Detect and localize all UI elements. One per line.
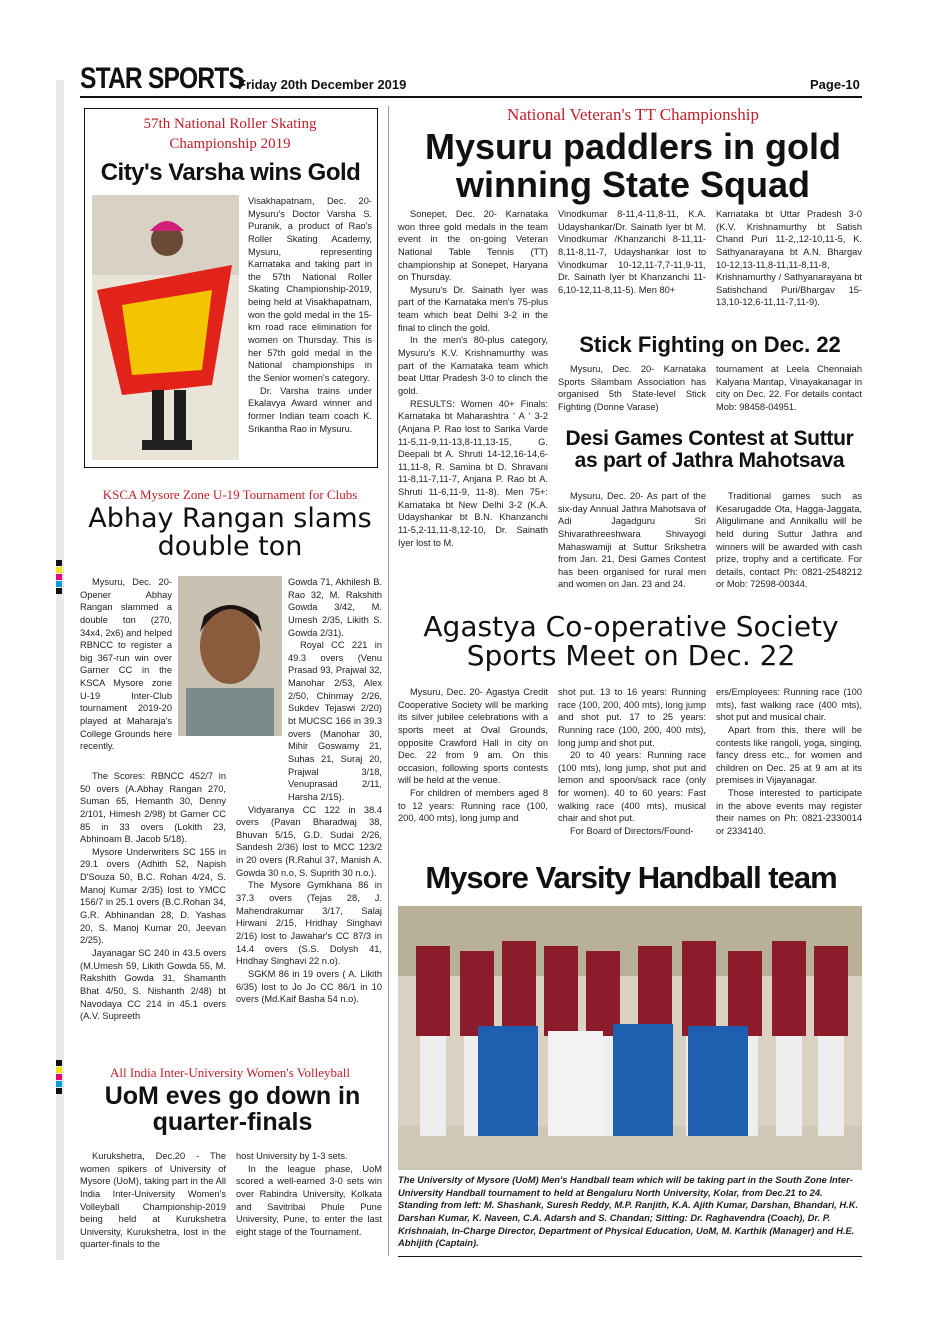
volley-paragraph-1: Kurukshetra, Dec.20 - The women spikers of University of Mysore (UoM), taking part in the All India Inter-University Women's Volleyball Championship-2019 being held at Kurukshetra University, Kurukshetra, lost in the quarter-finals to the: [80, 1151, 226, 1250]
skater-photo: [92, 195, 239, 460]
volley-headline: UoM eves go down in quarter-finals: [104, 1082, 361, 1137]
ksca-col1: [80, 770, 226, 1023]
header-rule: [80, 96, 862, 98]
tt-paragraph-1: Sonepet, Dec. 20- Karnataka won three gold medals in the team event in the on-going Veteran National Table Tennis (TT) championship at Sonepet, Haryana on Thursday.: [398, 209, 548, 283]
desi-headline: Desi Games Contest at Suttur as part of Jathra Mahotsava: [565, 427, 854, 473]
ksca-paragraph-7: SGKM 86 in 19 overs ( A. Likith 6/35) lost to Jo Jo CC 86/1 in 10 overs (Md.Kaif Basha 54 n.o).: [236, 968, 382, 1005]
stick-paragraph-1: Mysuru, Dec. 20- Karnataka Sports Silambam Association has organised 5th State-level Stick Fighting (Donne Varase): [558, 364, 706, 412]
registration-marks-bottom: [56, 1060, 62, 1095]
desi-col1: [558, 490, 706, 591]
handball-headline: Mysore Varsity Handball team: [425, 860, 837, 895]
ksca-paragraph-lead: Mysuru, Dec. 20- Opener Abhay Rangan slammed a double ton (270, 34x4, 2x6) and helped RBNCC to register a big 367-run win over Garner CC in the KSCA Mysore zone U-19 Inter-Club tournament 2019-20 played at Maharaja's College Grounds here recently.: [80, 577, 173, 752]
ksca-col2: [236, 576, 382, 1006]
skating-paragraph-2: Dr. Varsha trains under Ekalavya Award winner and former Indian team coach K. Srikantha Rao in Mysuru.: [248, 385, 372, 434]
masthead: STAR SPORTS: [80, 62, 245, 95]
tt-paragraph-3: In the men's 80-plus category, Mysuru's K.V. Krishnamurthy was part of the Karnataka team which beat Uttar Pradesh 3-0 to clinch the gold.: [398, 335, 548, 396]
tt-paragraph-2: Mysuru's Dr. Sainath Iyer was part of the Karnataka men's 75-plus team which beat Delhi 3-2 in the final to clinch the gold.: [398, 284, 548, 333]
desi-paragraph-1: Mysuru, Dec. 20- As part of the six-day Annual Jathra Mahotsava of Adi Jagadguru Sri Shivarathreeshwara Shivayogi Mahaswamiji at Suttur Srikshetra from Jan. 21, Desi Games Contest has been organised for rural men and women on Jan. 23 and 24.: [558, 491, 706, 590]
agastya-paragraph-5: For Board of Directors/Found-: [570, 826, 694, 837]
ksca-paragraph-5: Vidyaranya CC 122 in 38.4 overs (Pavan Bharadwaj 38, Bhuvan 5/15, G.D. Sudai 2/26, Sandesh 2/36) lost to MCC 123/2 in 20 overs (R.Rahul 37, Manish A. Gowda 30 n.o, S. Suprith 30 n.o.).: [236, 804, 382, 878]
agastya-paragraph-1: Mysuru, Dec. 20- Agastya Credit Cooperative Society will be marking its silver jubilee celebrations with a sports meet at Oval Grounds, opposite Crawford Hall in city on Dec. 22 from 9 am. On this occasion, following sports contests will be held at the venue.: [398, 687, 548, 786]
ksca-paragraph-6: The Mysore Gymkhana 86 in 37.3 overs (Tejas 28, J. Mahendrakumar 3/17, Salaj Hirwani 2/15, Hridhay Singhavi 2/16) lost to Jawahar's CC 87/3 in 14.4 overs (S.S. Dolysh 41, Hridhay Singhavi 22 n.o).: [236, 880, 382, 967]
ksca-col2-text: Gowda 71, Akhilesh B. Rao 32, M. Rakshith Gowda 3/42, M. Umesh 2/35, Likith S. Gowda 2/31).: [288, 577, 382, 638]
agastya-paragraph-7: Apart from this, there will be contests like rangoli, yoga, singing, fancy dress etc., for women and children on Dec. 25 at 9 am at its premises in Vijayanagar.: [716, 724, 862, 786]
desi-col2: [716, 490, 862, 591]
page-number: Page-10: [810, 77, 860, 92]
tt-results: RESULTS: Women 40+ Finals: Karnataka bt Maharashtra ' A ' 3-2 (Anjana P. Rao lost to Sarika Varde 11-5,11-9,11-13,8-11,13-15, G. Deepali bt A. Shruti 14-12,16-14,6-11,11-8, R. Samina bt D. Shravani 11-8,11-7,11-7, Anjana P. Rao bt A. Shruti 11-6,11-9, 11-8). Men 75+: Karnataka bt New Delhi 3-2 (K.A. Udayshankar bt B.N. Khanzanchi 11-5,2-11,11-8,12-10, Dr. Sainath Iyer lost to M.: [398, 398, 548, 548]
agastya-paragraph-6: ers/Employees: Running race (100 mts), fast walking race (400 mts), shot put and musical chair.: [716, 687, 862, 723]
tt-kicker: National Veteran's TT Championship: [507, 105, 759, 124]
ksca-headline: Abhay Rangan slams double ton: [88, 503, 372, 563]
handball-caption: The University of Mysore (UoM) Men's Handball team which will be taking part in the South Zone Inter-University Handball tournament to held at Bengaluru North University, Kolar, from Dec.21 to 24. Standing from left: M. Shashank, Suresh Reddy, M.P. Ranjith, K.A. Ajith Kumar, Darshan, Bhandari, H.K. Darshan Kumar, K. Naveen, C.A. Adarsh and S. Chandan; Sitting: Dr. Raghavendra (Coach), Dr. P. Krishnaiah, In-Charge Director, Department of Physical Education, UoM, M. Karthik (Manager) and H.E. Abhijith (Captain).: [398, 1174, 859, 1249]
skating-body: [248, 195, 372, 435]
agastya-col2: [558, 686, 706, 838]
volley-col2: [236, 1150, 382, 1238]
agastya-paragraph-8: Those interested to participate in the above events may register their names on Ph: 0821-2330014 or 2334140.: [716, 788, 862, 837]
skating-kicker: 57th National Roller Skating Championship 2019: [143, 116, 317, 152]
agastya-paragraph-2: For children of members aged 8 to 12 years: Running race (100, 200, 400 mts), long jump and: [398, 788, 548, 824]
agastya-paragraph-3: shot put. 13 to 16 years: Running race (100, 200, 400 mts), long jump and shot put. 17 to 25 years: Running race (100, 200, 400 mts), long jump and shot put.: [558, 687, 706, 748]
tt-col2-text: Vinodkumar 8-11,4-11,8-11, K.A. Udayshankar/Dr. Sainath Iyer bt M. Vinodkumar /Khanzanchi 8-11,11-8,11-8,11-7, Udayshankar lost to Vinodkumar 10-12,11-7,7-11,9-11, Dr. Sainath Iyer bt Khanzanchi 11-6,10-12,11-8,11-5). Men 80+: [558, 209, 706, 295]
ksca-lead: [80, 576, 172, 753]
stick-paragraph-2: tournament at Leela Chennaiah Kalyana Mantap, Vinayakanagar in city on Dec. 22. For details contact Mob: 98458-04951.: [716, 364, 862, 412]
agastya-col1: [398, 686, 548, 825]
ksca-kicker: KSCA Mysore Zone U-19 Tournament for Clubs: [102, 487, 358, 502]
issue-date: Friday 20th December 2019: [238, 77, 407, 92]
ksca-paragraph-2: Mysore Underwriters SC 155 in 29.1 overs (Adhith 52, Napish D'Souza 50, B.C. Rohan 4/24, S. Manoj Kumar 2/35) lost to YMCC 156/7 in 25.1 overs (B.C.Rohan 34, G.R. Abhinandan 28, D. Yashas 20, S. Manoj Kumar 20, Jeevan 2/25).: [80, 846, 226, 946]
desi-paragraph-2: Traditional games such as Kesarugadde Ota, Hagga-Jaggata, Aligulimane and Annikallu will be held during Suttur Jathra and winners will be awarded with cash prize, trophy and a certificate. For details, contact Ph: 0821-2548212 or Mob: 72598-00344.: [716, 491, 862, 590]
skating-headline: City's Varsha wins Gold: [100, 159, 361, 186]
tt-col1: [398, 208, 548, 549]
volley-kicker: All India Inter-University Women's Volleyball: [109, 1065, 351, 1080]
tt-col3: [716, 208, 862, 309]
stick-col1: [558, 363, 706, 414]
ksca-scores: The Scores: RBNCC 452/7 in 50 overs (A.Abhay Rangan 270, Suman 65, Hemanth 30, Denny 2/101, Himesh 2/98) bt Garner CC 85 in 33 overs (Lokith 23, Abhinoam B. Jacob 5/18).: [80, 771, 226, 845]
tt-col2: [558, 208, 706, 296]
ksca-paragraph-3: Jayanagar SC 240 in 43.5 overs (M.Umesh 59, Likith Gowda 55, M. Rakshith Gowda 31, Shamanth Bhat 4/50, S. Nishanth 2/48) bt Navodaya CC 214 in 45.1 overs (A.V. Supreeth: [80, 947, 226, 1022]
stick-col2: [716, 363, 862, 414]
ksca-paragraph-4: Royal CC 221 in 49.3 overs (Venu Prasad 93, Prajwal 32, Manohar 2/53, Alex 2/50, Chinmay 2/26, Sukdev Tejaswi 2/20) bt MUCSC 166 in 39.3 overs (Manohar 30, Mihir Goswamy 21, Suhas 21, Suraj 20, Prajwal 3/18, Venuprasad 2/11, Harsha 2/15).: [288, 640, 382, 802]
skating-paragraph-1: Visakhapatnam, Dec. 20- Mysuru's Doctor Varsha S. Puranik, a product of Rao's Roller Skating Academy, Mysuru, representing Karnataka and taking part in the 57th National Roller Skating Championship-2019, being held at Visakhapatnam, won the gold medal in the 15-km road race elimination for women on Thursday. This is her 57th gold medal in the National championships in the Senior women's category.: [248, 196, 372, 383]
tt-col3-text: Karnataka bt Uttar Pradesh 3-0 (K.V. Krishnamurthy bt Satish Chand Puri 11-2,,12-10,11-5, K. Sathyanarayana bt A.N. Bhargav 10-12,13-11,8-11,11-8,11-8, Krishnamurthy / Sathyanarayana bt Satishchand Puri/Bhargav 15-13,10-12,6-11,11-7,11-9).: [716, 209, 862, 308]
volley-col1: [80, 1150, 226, 1251]
handball-team-photo: [398, 906, 862, 1170]
volley-paragraph-3: In the league phase, UoM scored a well-earned 3-0 sets win over Rabindra University, Kolkata and Savitribai Phule Pune University, Pune, to enter the last eight stage of the Tournament.: [236, 1163, 382, 1237]
tt-headline: Mysuru paddlers in gold winning State Squad: [424, 126, 842, 205]
column-divider: [388, 106, 389, 1256]
agastya-paragraph-4: 20 to 40 years: Running race (100 mts), long jump, shot put and lemon and spoon/sack race (only for women). 40 to 60 years: Fast walking race (400 mts), musical chair and shot put.: [558, 750, 706, 824]
agastya-headline: Agastya Co-operative Society Sports Meet on Dec. 22: [423, 610, 839, 673]
volley-paragraph-2: host University by 1-3 sets.: [236, 1151, 348, 1161]
caption-rule: [398, 1256, 862, 1257]
registration-marks-mid: [56, 560, 62, 595]
stick-headline: Stick Fighting on Dec. 22: [579, 332, 841, 357]
agastya-col3: [716, 686, 862, 838]
